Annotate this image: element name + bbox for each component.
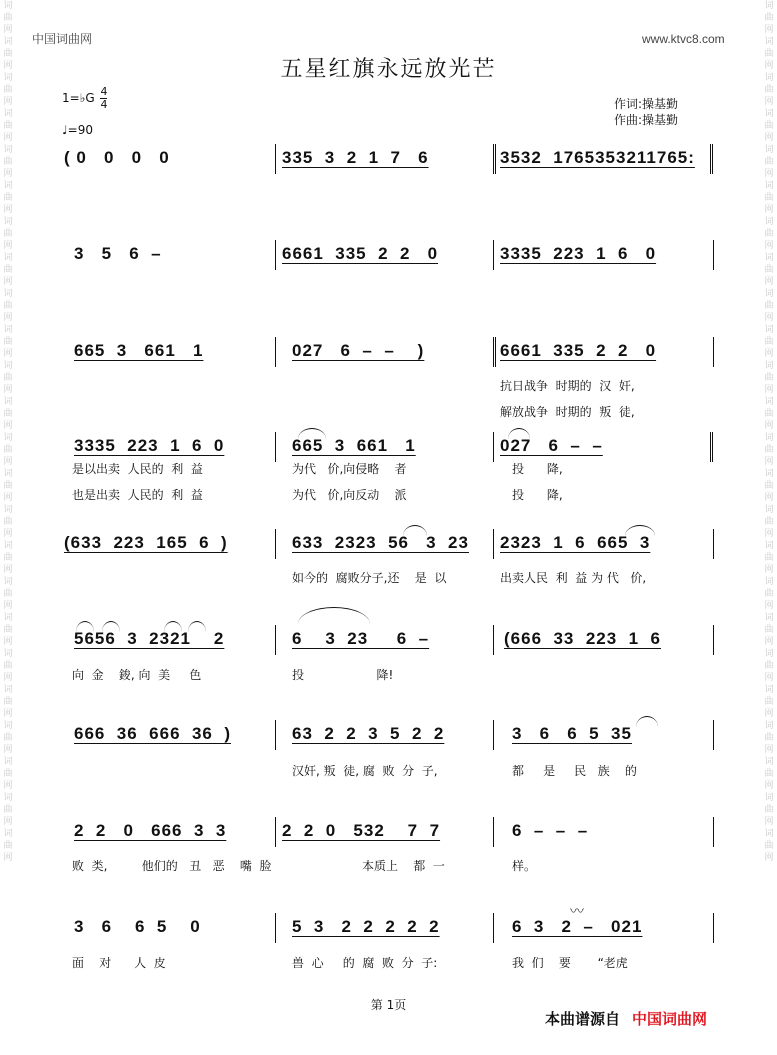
measure-7-2: 63 2 2 3 5 2 2 [292,724,445,743]
lyric-line-a: 向 金 鋑, 向 美 色 [72,668,202,682]
slur-mark [298,607,370,624]
barline [493,913,494,943]
tie-mark [636,716,658,727]
lyric-line-a: 面 对 人 皮 [72,956,166,970]
side-watermark-right: 词曲网词曲网词曲网词曲网词曲网词曲网词曲网词曲网词曲网词曲网词曲网词曲网词曲网词曲网词曲网词曲网词曲网词曲网词曲网词曲网词曲网词曲网词曲网词曲网 [764,1,774,863]
lyric-verse-1: 抗日战争 时期的 汉 奸, [500,379,635,393]
barline [493,240,494,270]
lyric-verse-1-c: 投 降, [512,462,563,476]
measure-8-2: 2 2 0 532 7 7 [282,821,441,840]
lyric-line-b: 本质上 都 一 [362,859,445,873]
barline [713,913,714,943]
lyric-line-b: 兽 心 的 腐 败 分 子: [292,956,438,970]
barline [275,625,276,655]
barline [713,625,714,655]
measure-4-3: 027 6 – – [500,436,603,455]
lyricist-credit: 作词:操基勤 [614,97,679,111]
lyric-verse-2: 解放战争 时期的 叛 徒, [500,405,635,419]
measure-3-2: 027 6 – – ) [292,341,425,360]
lyric-verse-2-c: 投 降, [512,488,563,502]
lyric-line-a: 汉奸, 叛 徒, 腐 败 分 子, [292,764,438,778]
repeat-start-barline [493,144,498,174]
measure-7-1: 666 36 666 36 ) [74,724,231,743]
repeat-start-barline [493,337,498,367]
measure-2-2: 6661 335 2 2 0 [282,244,439,263]
measure-5-3: 2323 1 6 665 3 [500,533,651,552]
measure-1-1: ( 0 0 0 0 [64,148,170,167]
measure-9-1: 3 6 6 5 0 [74,917,201,936]
measure-1-3: 3532 1765353211765: [500,148,695,167]
barline [493,625,494,655]
lyric-verse-2-b: 为代 价,向反动 派 [292,488,407,502]
measure-6-1: 5656 3 2321 2 [74,629,225,648]
measure-8-3: 6 – – – [512,821,589,840]
tempo-marking: ♩=90 [62,123,93,137]
measure-4-1: 3335 223 1 6 0 [74,436,225,455]
measure-5-1: (633 223 165 6 ) [64,533,228,552]
measure-5-2: 633 2323 56 3 23 [292,533,469,552]
repeat-end-barline [708,144,713,174]
measure-1-2: 335 3 2 1 7 6 [282,148,429,167]
source-brand-link[interactable]: 中国词曲网 [632,1010,708,1028]
measure-9-3: 6 3 2 – 021 [512,917,643,936]
barline [275,144,276,174]
measure-8-1: 2 2 0 666 3 3 [74,821,227,840]
barline [713,817,714,847]
barline [713,720,714,750]
barline [713,529,714,559]
composer-credit: 作曲:操基勤 [614,113,679,127]
measure-2-3: 3335 223 1 6 0 [500,244,657,263]
source-credit [545,1008,707,1029]
measure-2-1: 3 5 6 – [74,244,162,263]
barline [275,529,276,559]
repeat-end-barline [708,432,713,462]
trill-mark: 〰 [570,904,584,920]
lyric-line-b: 都 是 民 族 的 [512,764,637,778]
key-signature [62,86,107,111]
measure-7-3: 3 6 6 5 35 [512,724,632,743]
measure-6-2: 6 3 23 6 – [292,629,430,648]
measure-4-2: 665 3 661 1 [292,436,416,455]
barline [713,337,714,367]
lyric-verse-1-b: 为代 价,向侵略 者 [292,462,407,476]
source-label: 本曲谱源自 [545,1010,621,1028]
measure-3-1: 665 3 661 1 [74,341,204,360]
barline [275,913,276,943]
lyric-verse-2-a: 也是出卖 人民的 利 益 [72,488,203,502]
lyric-line-a: 败 类, 他们的 丑 恶 嘴 脸 [72,859,272,873]
lyric-line-b: 投 降! [292,668,394,682]
barline [713,240,714,270]
barline [275,432,276,462]
barline [275,337,276,367]
key-label: 1=♭G [62,91,95,105]
measure-9-2: 5 3 2 2 2 2 2 [292,917,440,936]
barline [493,529,494,559]
lyric-line-c: 样。 [512,859,537,873]
lyric-line-c: 我 们 要 “老虎 [512,956,628,970]
measure-3-3: 6661 335 2 2 0 [500,341,657,360]
barline [275,817,276,847]
barline [493,720,494,750]
time-denominator: 4 [100,98,108,111]
lyric-line-a: 如今的 腐败分子,还 是 以 [292,571,447,585]
barline [493,817,494,847]
page-number: 第 1页 [370,998,407,1012]
barline [275,720,276,750]
lyric-verse-1-a: 是以出卖 人民的 利 益 [72,462,203,476]
barline [275,240,276,270]
site-url-label: www.ktvc8.com [642,32,725,46]
barline [493,432,494,462]
side-watermark-left: 词曲网词曲网词曲网词曲网词曲网词曲网词曲网词曲网词曲网词曲网词曲网词曲网词曲网词曲网词曲网词曲网词曲网词曲网词曲网词曲网词曲网词曲网词曲网词曲网 [3,1,13,863]
song-title: 五星红旗永远放光芒 [280,57,497,82]
site-name-label: 中国词曲网 [32,32,93,46]
time-numerator: 4 [100,85,108,98]
measure-6-3: (666 33 223 1 6 [504,629,661,648]
lyric-line-b: 出卖人民 利 益 为 代 价, [500,571,647,585]
